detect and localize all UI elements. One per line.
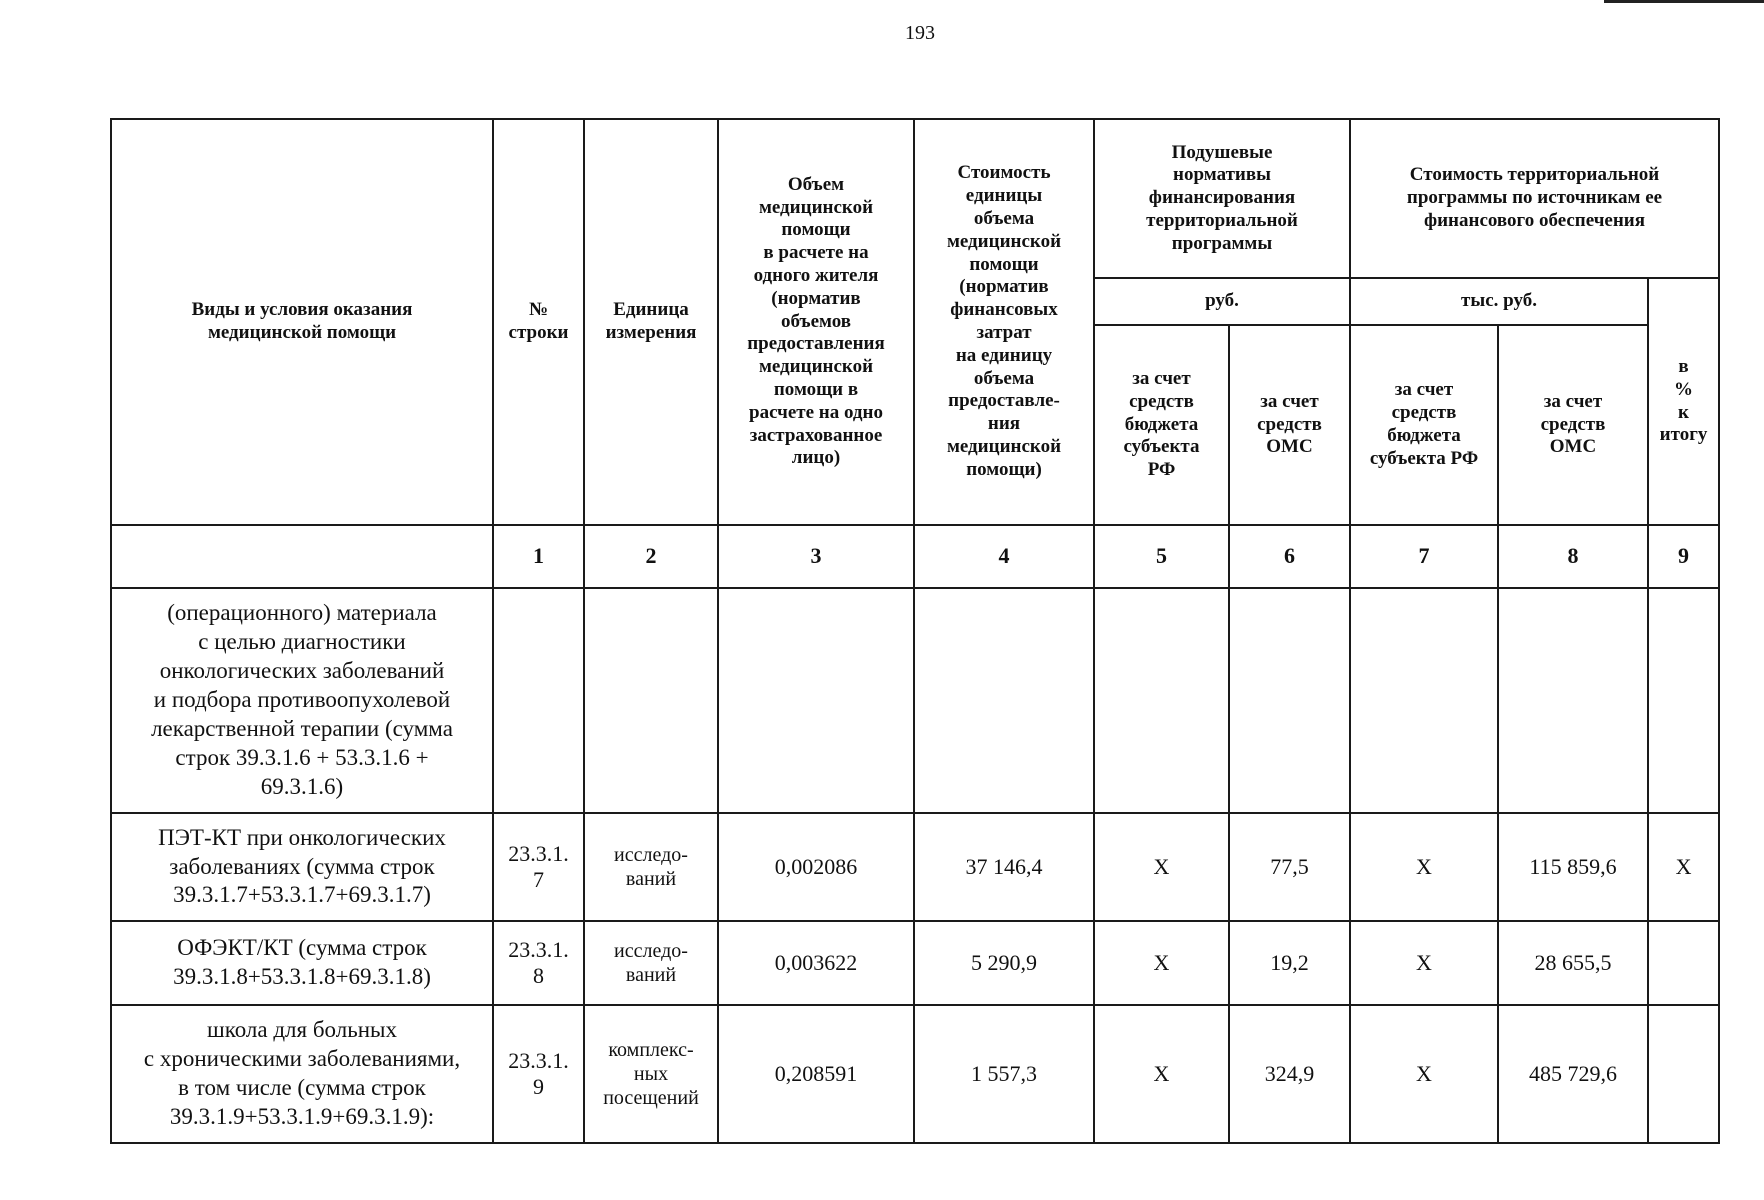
row-cost: 37 146,4 [914, 813, 1094, 921]
row-budget-thousand: X [1350, 1005, 1498, 1143]
page-number: 193 [905, 22, 935, 44]
header-oms-thousand: за счет средств ОМС [1498, 325, 1648, 525]
column-number: 4 [914, 525, 1094, 588]
column-numbers-row [111, 525, 1719, 588]
row-budget-rub: X [1094, 921, 1229, 1005]
row-percent [1648, 921, 1719, 1005]
row-volume: 0,003622 [718, 921, 914, 1005]
row-description: ОФЭКТ/КТ (сумма строк 39.3.1.8+53.3.1.8+69.3.1.8) [111, 921, 493, 1005]
header-budget-rub: за счет средств бюджета субъекта РФ [1094, 325, 1229, 525]
table-body [111, 588, 1719, 1143]
header-volume: Объем медицинской помощи в расчете на одного жителя (норматив объемов предоставления медицинской помощи в расчете на одно застрахованное лицо) [718, 119, 914, 525]
header-type: Виды и условия оказания медицинской помощи [111, 119, 493, 525]
column-number: 5 [1094, 525, 1229, 588]
row-percent [1648, 1005, 1719, 1143]
row-unit: исследо- ваний [584, 921, 718, 1005]
table-row [111, 588, 1719, 813]
row-volume: 0,208591 [718, 1005, 914, 1143]
row-description: ПЭТ-КТ при онкологических заболеваниях (сумма строк 39.3.1.7+53.3.1.7+69.3.1.7) [111, 813, 493, 921]
header-cost: Стоимость единицы объема медицинской помощи (норматив финансовых затрат на единицу объема предоставле- ния медицинской помощи) [914, 119, 1094, 525]
row-budget-rub [1094, 588, 1229, 813]
row-cost: 1 557,3 [914, 1005, 1094, 1143]
column-number: 1 [493, 525, 584, 588]
header-row-no: № строки [493, 119, 584, 525]
header-thousand-rub: тыс. руб. [1350, 278, 1648, 325]
column-number-blank [111, 525, 493, 588]
column-number: 2 [584, 525, 718, 588]
column-number: 9 [1648, 525, 1719, 588]
row-unit: комплекс- ных посещений [584, 1005, 718, 1143]
financing-table [110, 118, 1720, 1144]
row-number: 23.3.1. 7 [493, 813, 584, 921]
row-number: 23.3.1. 9 [493, 1005, 584, 1143]
header-percent: в % к итогу [1648, 278, 1719, 525]
row-oms-thousand [1498, 588, 1648, 813]
row-volume [718, 588, 914, 813]
row-budget-rub: X [1094, 813, 1229, 921]
column-number: 8 [1498, 525, 1648, 588]
column-number: 3 [718, 525, 914, 588]
row-oms-rub [1229, 588, 1350, 813]
row-percent [1648, 588, 1719, 813]
row-percent: X [1648, 813, 1719, 921]
column-number: 7 [1350, 525, 1498, 588]
table-header [111, 119, 1719, 588]
row-budget-thousand [1350, 588, 1498, 813]
top-rule [1604, 0, 1764, 3]
row-oms-rub: 324,9 [1229, 1005, 1350, 1143]
row-number: 23.3.1. 8 [493, 921, 584, 1005]
header-oms-rub: за счет средств ОМС [1229, 325, 1350, 525]
header-rub: руб. [1094, 278, 1350, 325]
column-number: 6 [1229, 525, 1350, 588]
header-unit: Единица измерения [584, 119, 718, 525]
table-row [111, 1005, 1719, 1143]
header-budget-thousand: за счет средств бюджета субъекта РФ [1350, 325, 1498, 525]
row-cost [914, 588, 1094, 813]
row-oms-thousand: 485 729,6 [1498, 1005, 1648, 1143]
row-cost: 5 290,9 [914, 921, 1094, 1005]
table-row [111, 813, 1719, 921]
row-oms-thousand: 28 655,5 [1498, 921, 1648, 1005]
row-budget-thousand: X [1350, 813, 1498, 921]
row-budget-rub: X [1094, 1005, 1229, 1143]
row-unit [584, 588, 718, 813]
row-unit: исследо- ваний [584, 813, 718, 921]
row-oms-rub: 19,2 [1229, 921, 1350, 1005]
row-volume: 0,002086 [718, 813, 914, 921]
row-oms-rub: 77,5 [1229, 813, 1350, 921]
header-program-cost: Стоимость территориальной программы по источникам ее финансового обеспечения [1350, 119, 1719, 278]
row-oms-thousand: 115 859,6 [1498, 813, 1648, 921]
row-number [493, 588, 584, 813]
table-row [111, 921, 1719, 1005]
header-per-capita: Подушевые нормативы финансирования территориальной программы [1094, 119, 1350, 278]
row-description: (операционного) материала с целью диагностики онкологических заболеваний и подбора противоопухолевой лекарственной терапии (сумма строк 39.3.1.6 + 53.3.1.6 + 69.3.1.6) [111, 588, 493, 813]
row-budget-thousand: X [1350, 921, 1498, 1005]
row-description: школа для больных с хроническими заболеваниями, в том числе (сумма строк 39.3.1.9+53.3.1.9+69.3.1.9): [111, 1005, 493, 1143]
